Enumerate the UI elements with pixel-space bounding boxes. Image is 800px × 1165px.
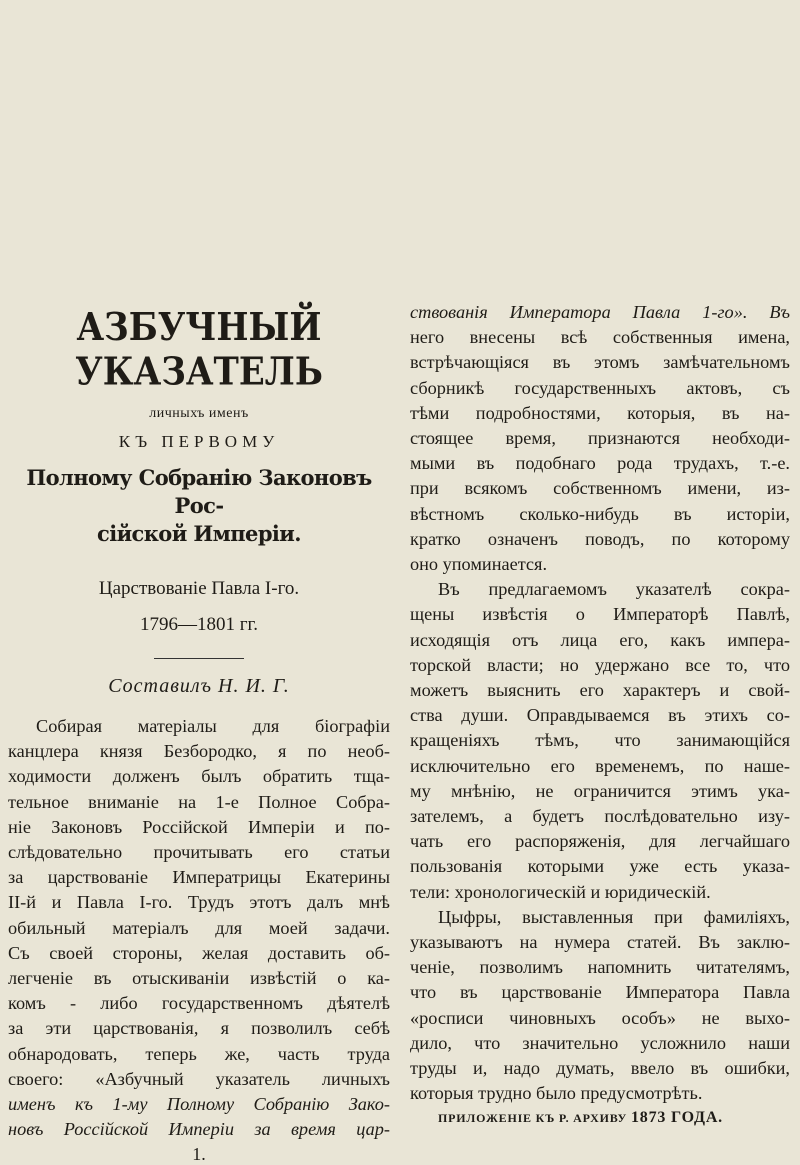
text-line: своего: «Азбучный указатель личныхъ (8, 1068, 390, 1089)
years-heading: 1796—1801 гг. (140, 614, 258, 635)
text-line: тели: хронологическій и юридическій. (410, 881, 711, 902)
text-line: за царствованіе Императрицы Екатерины (8, 867, 390, 888)
text-line: торской власти; но удержано все то, что (410, 654, 790, 675)
reign-heading: Царствованіе Павла I-го. (98, 578, 300, 599)
text-line: щены извѣстія о Императорѣ Павлѣ, (410, 604, 790, 625)
text-line: му мнѣнію, не ограничится этимъ ука- (410, 780, 790, 801)
text-line: «росписи чиновныхъ особъ» не выхо- (410, 1007, 790, 1028)
text-line: при всякомъ собственномъ имени, из- (410, 478, 790, 499)
text-line: можетъ выяснить его характеръ и свой- (410, 680, 790, 701)
text-line: встрѣчающіяся въ этомъ замѣчательномъ (410, 352, 790, 373)
text-line: ченіе, позволимъ напомнить читателямъ, (410, 957, 790, 978)
text-line: канцлера князя Безбородко, я по необ- (8, 741, 390, 762)
text-line: обильный матеріалъ для моей задачи. (8, 917, 390, 938)
text-line: кращеніяхъ тѣмъ, что занимающійся (410, 730, 790, 751)
text-line: Съ своей стороны, желая доставить об- (8, 942, 390, 963)
text-line: ства души. Оправдываемся въ этихъ со- (410, 705, 790, 726)
right-paragraph-3 (410, 905, 790, 1107)
text-line: вѣстномъ сколько-нибудь въ исторіи, (410, 503, 790, 524)
text-line: которыя трудно было предусмотрѣть. (410, 1083, 703, 1104)
text-line: чать его распоряженія, для легчайшаго (410, 831, 790, 852)
footer-year: 1873 ГОДА. (630, 1108, 723, 1126)
left-column (8, 300, 390, 1165)
footer-text: ПРИЛОЖЕНІЕ КЪ Р. АРХИВУ (438, 1110, 628, 1125)
text-line: пользованія которыми уже есть указа- (410, 856, 790, 877)
subtitle-bold (8, 464, 390, 548)
text-line: слѣдовательно прочитывать его статьи (8, 842, 390, 863)
right-paragraph-1 (410, 300, 790, 577)
text-line: труды и, надо думать, ввело въ ошибки, (410, 1058, 790, 1079)
text-line: него внесены всѣ собственныя имена, (410, 327, 790, 348)
page-number: 1. (192, 1144, 206, 1165)
subtitle-bold-line: Полному Собранію Законовъ Рос- (26, 465, 372, 518)
text-line: легченіе въ отыскиваніи извѣстій о ка- (8, 968, 390, 989)
text-line: Собирая матеріалы для біографіи (36, 716, 390, 736)
divider-rule (154, 658, 244, 659)
right-paragraph-2 (410, 577, 790, 905)
text-line: стоящее время, признаются необходи- (410, 428, 790, 449)
text-line: мыми въ подобнаго рода трудахъ, т.-е. (410, 453, 790, 474)
text-line: II-й и Павла I-го. Трудъ этотъ далъ мнѣ (8, 892, 390, 913)
text-line: оно упоминается. (410, 554, 548, 575)
subtitle-small: личныхъ именъ (149, 406, 249, 421)
text-line: Цыфры, выставленныя при фамиліяхъ, (438, 906, 790, 927)
text-line: именъ къ 1-му Полному Собранію Зако- (8, 1094, 390, 1115)
text-line: комъ - либо государственномъ дѣятелѣ (8, 993, 390, 1014)
text-line: исходящія отъ лица его, какъ импера- (410, 629, 790, 650)
text-line: ствованія Императора Павла 1-го». Въ (410, 302, 790, 322)
subtitle-bold-line: сійской Имперіи. (97, 521, 301, 546)
text-line: тѣми подробностями, которыя, въ на- (410, 402, 790, 423)
subtitle-spaced: КЪ ПЕРВОМУ (118, 432, 280, 451)
text-line: указываютъ на нумера статей. Въ заклю- (410, 932, 790, 953)
text-line: за эти царствованія, я позволилъ себѣ (8, 1018, 390, 1039)
text-line: тельное вниманіе на 1-е Полное Собра- (8, 791, 390, 812)
text-line: что въ царствованіе Императора Павла (410, 982, 790, 1003)
author-line: Составилъ Н. И. Г. (108, 675, 290, 697)
text-line: зателемъ, а будетъ послѣдовательно изу- (410, 806, 790, 827)
text-line: исключительно его временемъ, по наше- (410, 755, 790, 776)
text-line: ніе Законовъ Россійской Имперіи и по- (8, 816, 390, 837)
right-column (410, 300, 790, 1127)
document-title: АЗБУЧНЫЙ УКАЗАТЕЛЬ (75, 305, 323, 395)
text-line: новъ Россійской Имперіи за время цар- (8, 1119, 390, 1140)
text-line: обнародовать, теперь же, часть труда (8, 1043, 390, 1064)
text-line: сборникѣ государственныхъ актовъ, съ (410, 377, 790, 398)
text-line: ходимости долженъ былъ обратить тща- (8, 766, 390, 787)
text-line: дило, что значительно усложнило наши (410, 1032, 790, 1053)
text-line: кратко означенъ поводъ, по которому (410, 528, 790, 549)
left-paragraph (8, 714, 390, 1142)
footer-note (410, 1109, 790, 1127)
text-line: Въ предлагаемомъ указателѣ сокра- (438, 579, 790, 600)
